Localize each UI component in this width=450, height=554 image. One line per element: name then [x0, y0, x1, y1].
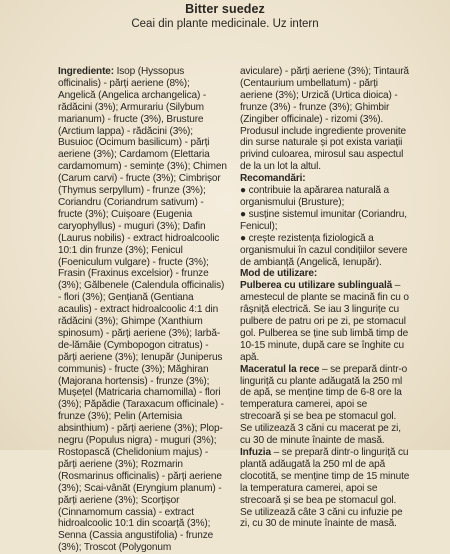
infusion-paragraph: [240, 447, 410, 530]
cold-macerate-text: – se prepară dintr-o linguriță cu plante adăugată la 250 ml de apă, se menține timp de 6-8 ore la temperatura camerei, apoi se strecoară și se bea pe stomacul gol. Se utilizează 3 căni cu macerat pe zi, cu 30 de minute înainte de masă.: [240, 363, 408, 447]
ingredients-paragraph: [58, 66, 228, 554]
sublingual-text: – amestecul de plante se macină fin cu o râșniță electrică. Se iau 3 lingurițe cu pulbere de patru ori pe zi, pe stomacul gol. Pulberea se ține sub limbă timp de 10-15 minute, după care se înghite cu apă.: [240, 280, 409, 363]
recommendation-item: ● crește rezistența fiziologică a organismului în cazul condițiilor severe de ambianță (Angelică, Ienupăr).: [240, 232, 408, 268]
left-column: [58, 66, 228, 554]
ingredients-text: Isop (Hyssopus officinalis) - părți aeriene (8%); Angelică (Angelica archangelica) - rădăcini (3%); Armurariu (Silybum marianum) - fructe (3%), Brusture (Arctium lappa) - rădăcini (3%); Busuioc (Ocimum basilicum) - părți aeriene (3%); Cardamom (Elettaria cardamomum) - semințe (3%); Chimen (Carum carvi) - fructe (3%); Cimbrișor (Thymus serpyllum) - frunze (3%); Coriandru (Coriandrum sativum) - fructe (3%); Cuișoare (Eugenia caryophyllus) - muguri (3%); Dafin (Laurus nobilis) - extract hidroalcoolic 10:1 din frunze (3%); Fenicul (Foeniculum vulgare) - fructe (3%); Frasin (Fraxinus excelsior) - frunze (3%); Gălbenele (Calendula officinalis) - flori (3%); Gențiană (Gentiana acaulis) - extract hidroalcoolic 4:1 din rădăcini (3%); Ghimpe (Xanthium spinosum) - părți aeriene (3%); Iarbă-de-lămâie (Cymbopogon citratus) - părți aeriene (3%); Ienupăr (Juniperus communis) - fructe (3%); Măghiran (Majorana hortensis) - frunze (3%); Mușețel (Matricaria chamomilla) - flori (3%); Păpădie (Taraxacum officinale) - frunze (3%); Pelin (Artemisia absinthium) - părți aeriene (3%); Plop-negru (Populus nigra) - muguri (3%); Rostopască (Chelidonium majus) - părți aeriene (3%); Rozmarin (Rosmarinus officinalis) - părți aeriene (3%); Scai-vânăt (Eryngium planum) - părți aeriene (3%); Scorțișor (Cinnamomum cassia) - extract hidroalcoolic 10:1 din scoarță (3%); Senna (Cassia angustifolia) - frunze (3%); Troscot (Polygonum: [58, 66, 227, 554]
label-body: [58, 66, 410, 554]
product-title: Bitter suedez: [185, 2, 265, 16]
sublingual-heading: Pulberea cu utilizare sublinguală: [240, 280, 393, 292]
ingredients-heading: Ingrediente:: [58, 66, 114, 77]
usage-heading: Mod de utilizare:: [240, 268, 318, 280]
infusion-heading: Infuzia: [240, 447, 271, 458]
product-subtitle: Ceai din plante medicinale. Uz intern: [131, 18, 319, 30]
recommendation-item: ● susține sistemul imunitar (Coriandru, Fenicul);: [240, 208, 407, 232]
ingredients-continued: aviculare) - părți aeriene (3%); Tintaură (Centaurium umbellatum) - părți aeriene (3%); Urzică (Urtica dioica) - frunze (3%) - frunze (3%); Ghimbir (Zingiber officinale) - rizomi (3%). Produsul include ingrediente provenite din surse naturale și pot exista variații privind culoarea, mirosul sau aspectul de la un lot la altul.: [240, 66, 409, 173]
cold-macerate-paragraph: [240, 364, 410, 447]
infusion-text: – se prepară dintr-o linguriță cu plantă adăugată la 250 ml de apă clocotită, se menține timp de 15 minute la temperatura camerei, apoi se strecoară și se bea pe stomacul gol. Se utilizează câte 3 căni cu infuzie pe zi, cu 30 de minute înainte de masă.: [240, 447, 410, 530]
sublingual-paragraph: [240, 280, 410, 363]
recommendations-heading: Recomandări:: [240, 173, 306, 185]
right-column: [240, 66, 410, 530]
recommendation-item: ● contribuie la apărarea naturală a organismului (Brusture);: [240, 185, 389, 208]
cold-macerate-heading: Maceratul la rece: [240, 363, 320, 375]
